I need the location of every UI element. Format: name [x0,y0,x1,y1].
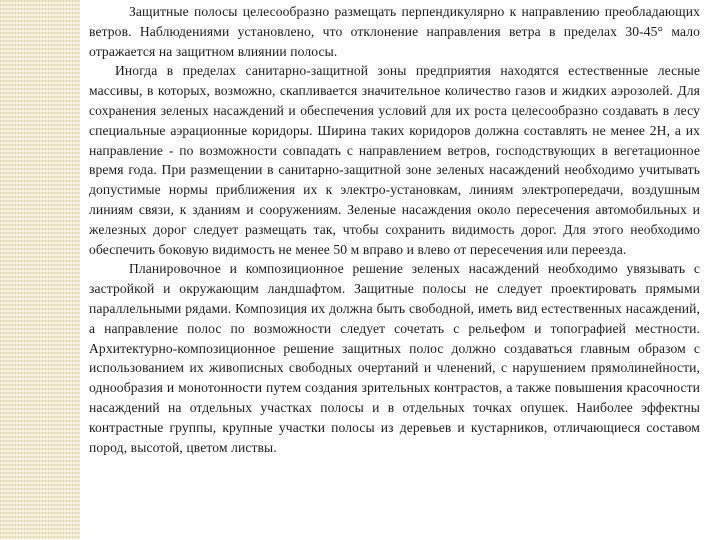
decorative-side-strip [0,0,80,540]
document-page [89,0,700,540]
paragraph-3: Планировочное и композиционное решение зеленых насаждений необходимо увязывать с застройкой и окружающим ландшафтом. Защитные полосы не следует проектировать прямыми параллельными рядами. Композиция их должна быть свободной, иметь вид естественных насаждений, а направление полос по возможности следует сочетать с рельефом и топографией местности. Архитектурно-композиционное решение защитных полос должно создаваться главным образом с использованием их живописных свободных очертаний и членений, с нарушением прямолинейности, однообразия и монотонности путем создания зрительных контрастов, а также повышения красочности насаждений на отдельных участках полосы и в отдельных точках опушек. Наиболее эффектны контрастные группы, крупные участки полосы из деревьев и кустарников, отличающиеся составом пород, высотой, цветом листвы. [89,261,700,455]
paragraph-2: Иногда в пределах санитарно-защитной зоны предприятия находятся естественные лесные массивы, в которых, возможно, скапливается значительное количество газов и жидких аэрозолей. Для сохранения зеленых насаждений и обеспечения условий для их роста целесообразно создавать в лесу специальные аэрационные коридоры. Ширина таких коридоров должна составлять не менее 2H, а их направление - по возможности совпадать с направлением ветров, господствующих в вегетационное время года. При размещении в санитарно-защитной зоне зеленых насаждений необходимо учитывать допустимые нормы приближения их к электро-установкам, линиям электропередачи, воздушным линиям связи, к зданиям и сооружениям. Зеленые насаждения около пересечения автомобильных и железных дорог следует размещать так, чтобы сохранить видимость дорог. Для этого необходимо обеспечить боковую видимость не менее 50 м вправо и влево от пересечения или переезда. [89,63,700,257]
paragraph-1: Защитные полосы целесообразно размещать перпендикулярно к направлению преобладающих ветров. Наблюдениями установлено, что отклонение направления ветра в пределах 30-45° мало отражается на защитном влиянии полосы. [89,4,700,59]
